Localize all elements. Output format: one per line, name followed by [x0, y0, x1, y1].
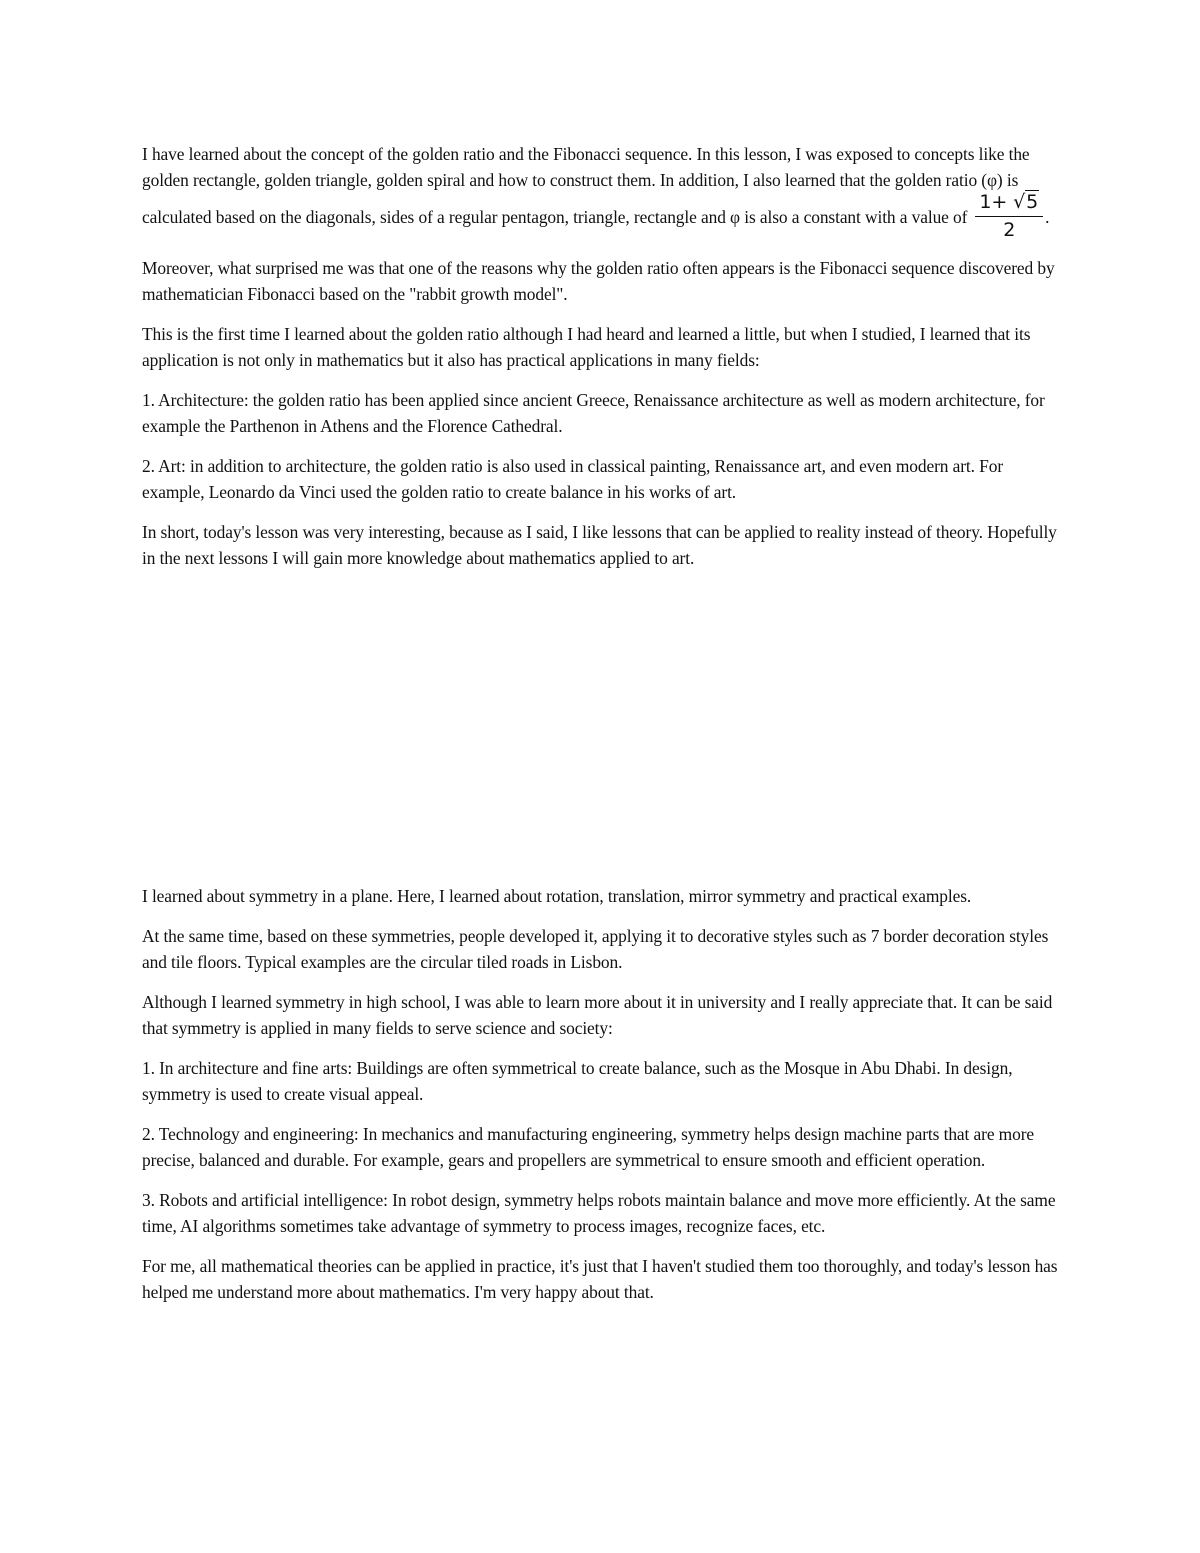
intro-end-period: . [1045, 207, 1050, 227]
symmetry-intro-paragraph: I learned about symmetry in a plane. Here, I learned about rotation, translation, mirror symmetry and practical examples. [142, 886, 972, 906]
formula-numerator-prefix: 1+ [979, 191, 1008, 213]
robots-ai-item: 3. Robots and artificial intelligence: In robot design, symmetry helps robots maintain balance and move more efficiently. At the same time, AI algorithms sometimes take advantage of symmetry to process images, recognize faces, etc. [142, 1190, 1056, 1236]
intro-text: I have learned about the concept of the golden ratio and the Fibonacci sequence. In this lesson, I was exposed to concepts like the golden rectangle, golden triangle, golden spiral and how to construct them. In addition, I also learned that the golden ratio (φ) is calculated based on the diagonals, sides of a regular pentagon, triangle, rectangle and φ is also a constant with a value of [142, 144, 1030, 227]
golden-ratio-section [142, 141, 1062, 585]
decorative-styles-paragraph: At the same time, based on these symmetries, people developed it, applying it to decorative styles such as 7 border decoration styles and tile floors. Typical examples are the circular tiled roads in Lisbon. [142, 926, 1049, 972]
art-item: 2. Art: in addition to architecture, the golden ratio is also used in classical painting, Renaissance art, and even modern art. For example, Leonardo da Vinci used the golden ratio to create balance in his works of art. [142, 456, 1004, 502]
formula-numerator [975, 190, 1043, 217]
technology-engineering-item: 2. Technology and engineering: In mechanics and manufacturing engineering, symmetry helps design machine parts that are more precise, balanced and durable. For example, gears and propellers are symmetrical to ensure smooth and efficient operation. [142, 1124, 1035, 1170]
golden-ratio-intro-paragraph [142, 141, 1062, 245]
architecture-fine-arts-item: 1. In architecture and fine arts: Buildings are often symmetrical to create balance, such as the Mosque in Abu Dhabi. In design, symmetry is used to create visual appeal. [142, 1058, 1013, 1104]
formula-denominator: 2 [1003, 219, 1016, 241]
high-school-paragraph: Although I learned symmetry in high school, I was able to learn more about it in university and I really appreciate that. It can be said that symmetry is applied in many fields to serve science and society: [142, 992, 1053, 1038]
architecture-item: 1. Architecture: the golden ratio has been applied since ancient Greece, Renaissance architecture as well as modern architecture, for example the Parthenon in Athens and the Florence Cathedral. [142, 390, 1045, 436]
fibonacci-paragraph: Moreover, what surprised me was that one of the reasons why the golden ratio often appears is the Fibonacci sequence discovered by mathematician Fibonacci based on the "rabbit growth model". [142, 258, 1055, 304]
golden-ratio-formula [975, 190, 1043, 242]
square-root [1013, 190, 1039, 214]
golden-ratio-conclusion: In short, today's lesson was very interesting, because as I said, I like lessons that can be applied to reality instead of theory. Hopefully in the next lessons I will gain more knowledge about mathematics applied to art. [142, 522, 1057, 568]
symmetry-conclusion: For me, all mathematical theories can be applied in practice, it's just that I haven't studied them too thoroughly, and today's lesson has helped me understand more about mathematics. I'm very happy about that. [142, 1256, 1058, 1302]
radical-sign-icon: √ [1013, 191, 1026, 213]
symmetry-section [142, 883, 1062, 1319]
first-time-paragraph: This is the first time I learned about the golden ratio although I had heard and learned a little, but when I studied, I learned that its application is not only in mathematics but it also has practical applications in many fields: [142, 324, 1031, 370]
formula-radicand: 5 [1026, 191, 1039, 213]
